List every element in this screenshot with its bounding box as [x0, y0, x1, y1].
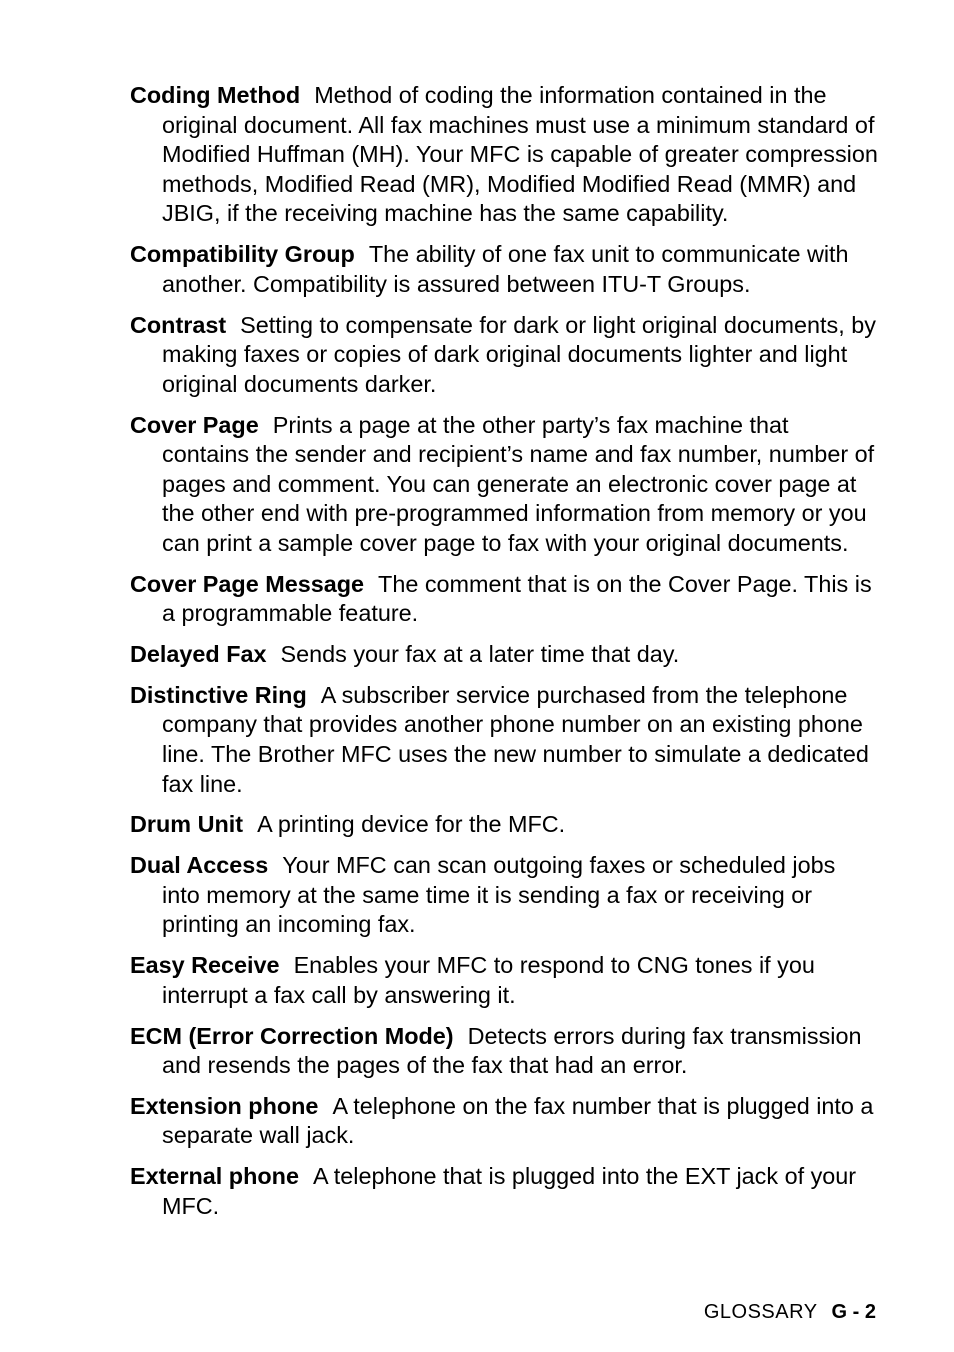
glossary-definition: Detects errors during fax transmission and resends the pages of the fax that had an error.: [162, 1022, 862, 1079]
glossary-term: Easy Receive: [130, 952, 280, 979]
page-footer: [704, 1300, 876, 1324]
glossary-term: Contrast: [130, 311, 227, 338]
glossary-entry-ecm: [130, 1022, 878, 1081]
glossary-term: Delayed Fax: [130, 641, 267, 668]
glossary-definition: The ability of one fax unit to communicate with another. Compatibility is assured between ITU-T Groups.: [162, 241, 849, 297]
glossary-definition: Method of coding the information contained in the original document. All fax machines must use a minimum standard of Modified Huffman (MH). Your MFC is capable of greater compression methods, Modified Read (MR), Modified Modified Read (MMR) and JBIG, if the receiving machine has the same capability.: [162, 82, 878, 227]
glossary-entry-drum-unit: [130, 810, 878, 840]
glossary-definition: A subscriber service purchased from the telephone company that provides another phone number on an existing phone line. The Brother MFC uses the new number to simulate a dedicated fax line.: [162, 681, 869, 797]
glossary-term: Extension phone: [130, 1092, 319, 1119]
glossary-definition: A telephone on the fax number that is plugged into a separate wall jack.: [162, 1092, 874, 1149]
footer-section-label: GLOSSARY: [703, 1301, 818, 1323]
glossary-term: Drum Unit: [130, 811, 244, 838]
glossary-entry-compatibility-group: [130, 240, 878, 299]
glossary-entry-contrast: [130, 311, 878, 400]
glossary-definition: A printing device for the MFC.: [257, 811, 566, 838]
glossary-term: Compatibility Group: [130, 241, 355, 268]
glossary-list: [130, 81, 878, 1233]
glossary-definition: A telephone that is plugged into the EXT jack of your MFC.: [162, 1163, 857, 1219]
glossary-term: Dual Access: [130, 852, 269, 879]
glossary-definition: Setting to compensate for dark or light original documents, by making faxes or copies of dark original documents lighter and light original documents darker.: [162, 311, 876, 397]
glossary-term: ECM (Error Correction Mode): [130, 1022, 454, 1049]
glossary-entry-delayed-fax: [130, 640, 878, 670]
glossary-entry-cover-page-message: [130, 570, 878, 629]
glossary-term: Cover Page Message: [130, 570, 365, 597]
glossary-entry-coding-method: [130, 81, 878, 229]
glossary-term: Coding Method: [130, 82, 301, 108]
glossary-term: Cover Page: [130, 411, 259, 438]
glossary-term: External phone: [130, 1163, 299, 1190]
glossary-term: Distinctive Ring: [130, 681, 307, 708]
glossary-entry-cover-page: [130, 411, 878, 559]
glossary-definition: Prints a page at the other party’s fax machine that contains the sender and recipient’s name and fax number, number of pages and comment. You can generate an electronic cover page at the other end with pre-programmed information from memory or you can print a sample cover page to fax with your original documents.: [162, 411, 875, 556]
glossary-entry-distinctive-ring: [130, 681, 878, 799]
glossary-definition: Sends your fax at a later time that day.: [280, 641, 680, 668]
glossary-entry-external-phone: [130, 1162, 878, 1221]
glossary-definition: Enables your MFC to respond to CNG tones if you interrupt a fax call by answering it.: [162, 952, 815, 1008]
glossary-definition: The comment that is on the Cover Page. This is a programmable feature.: [162, 570, 872, 627]
glossary-entry-easy-receive: [130, 951, 878, 1010]
glossary-entry-dual-access: [130, 851, 878, 940]
footer-page-number: G - 2: [831, 1301, 876, 1323]
glossary-definition: Your MFC can scan outgoing faxes or scheduled jobs into memory at the same time it is sending a fax or receiving or printing an incoming fax.: [162, 852, 836, 938]
glossary-entry-extension-phone: [130, 1092, 878, 1151]
